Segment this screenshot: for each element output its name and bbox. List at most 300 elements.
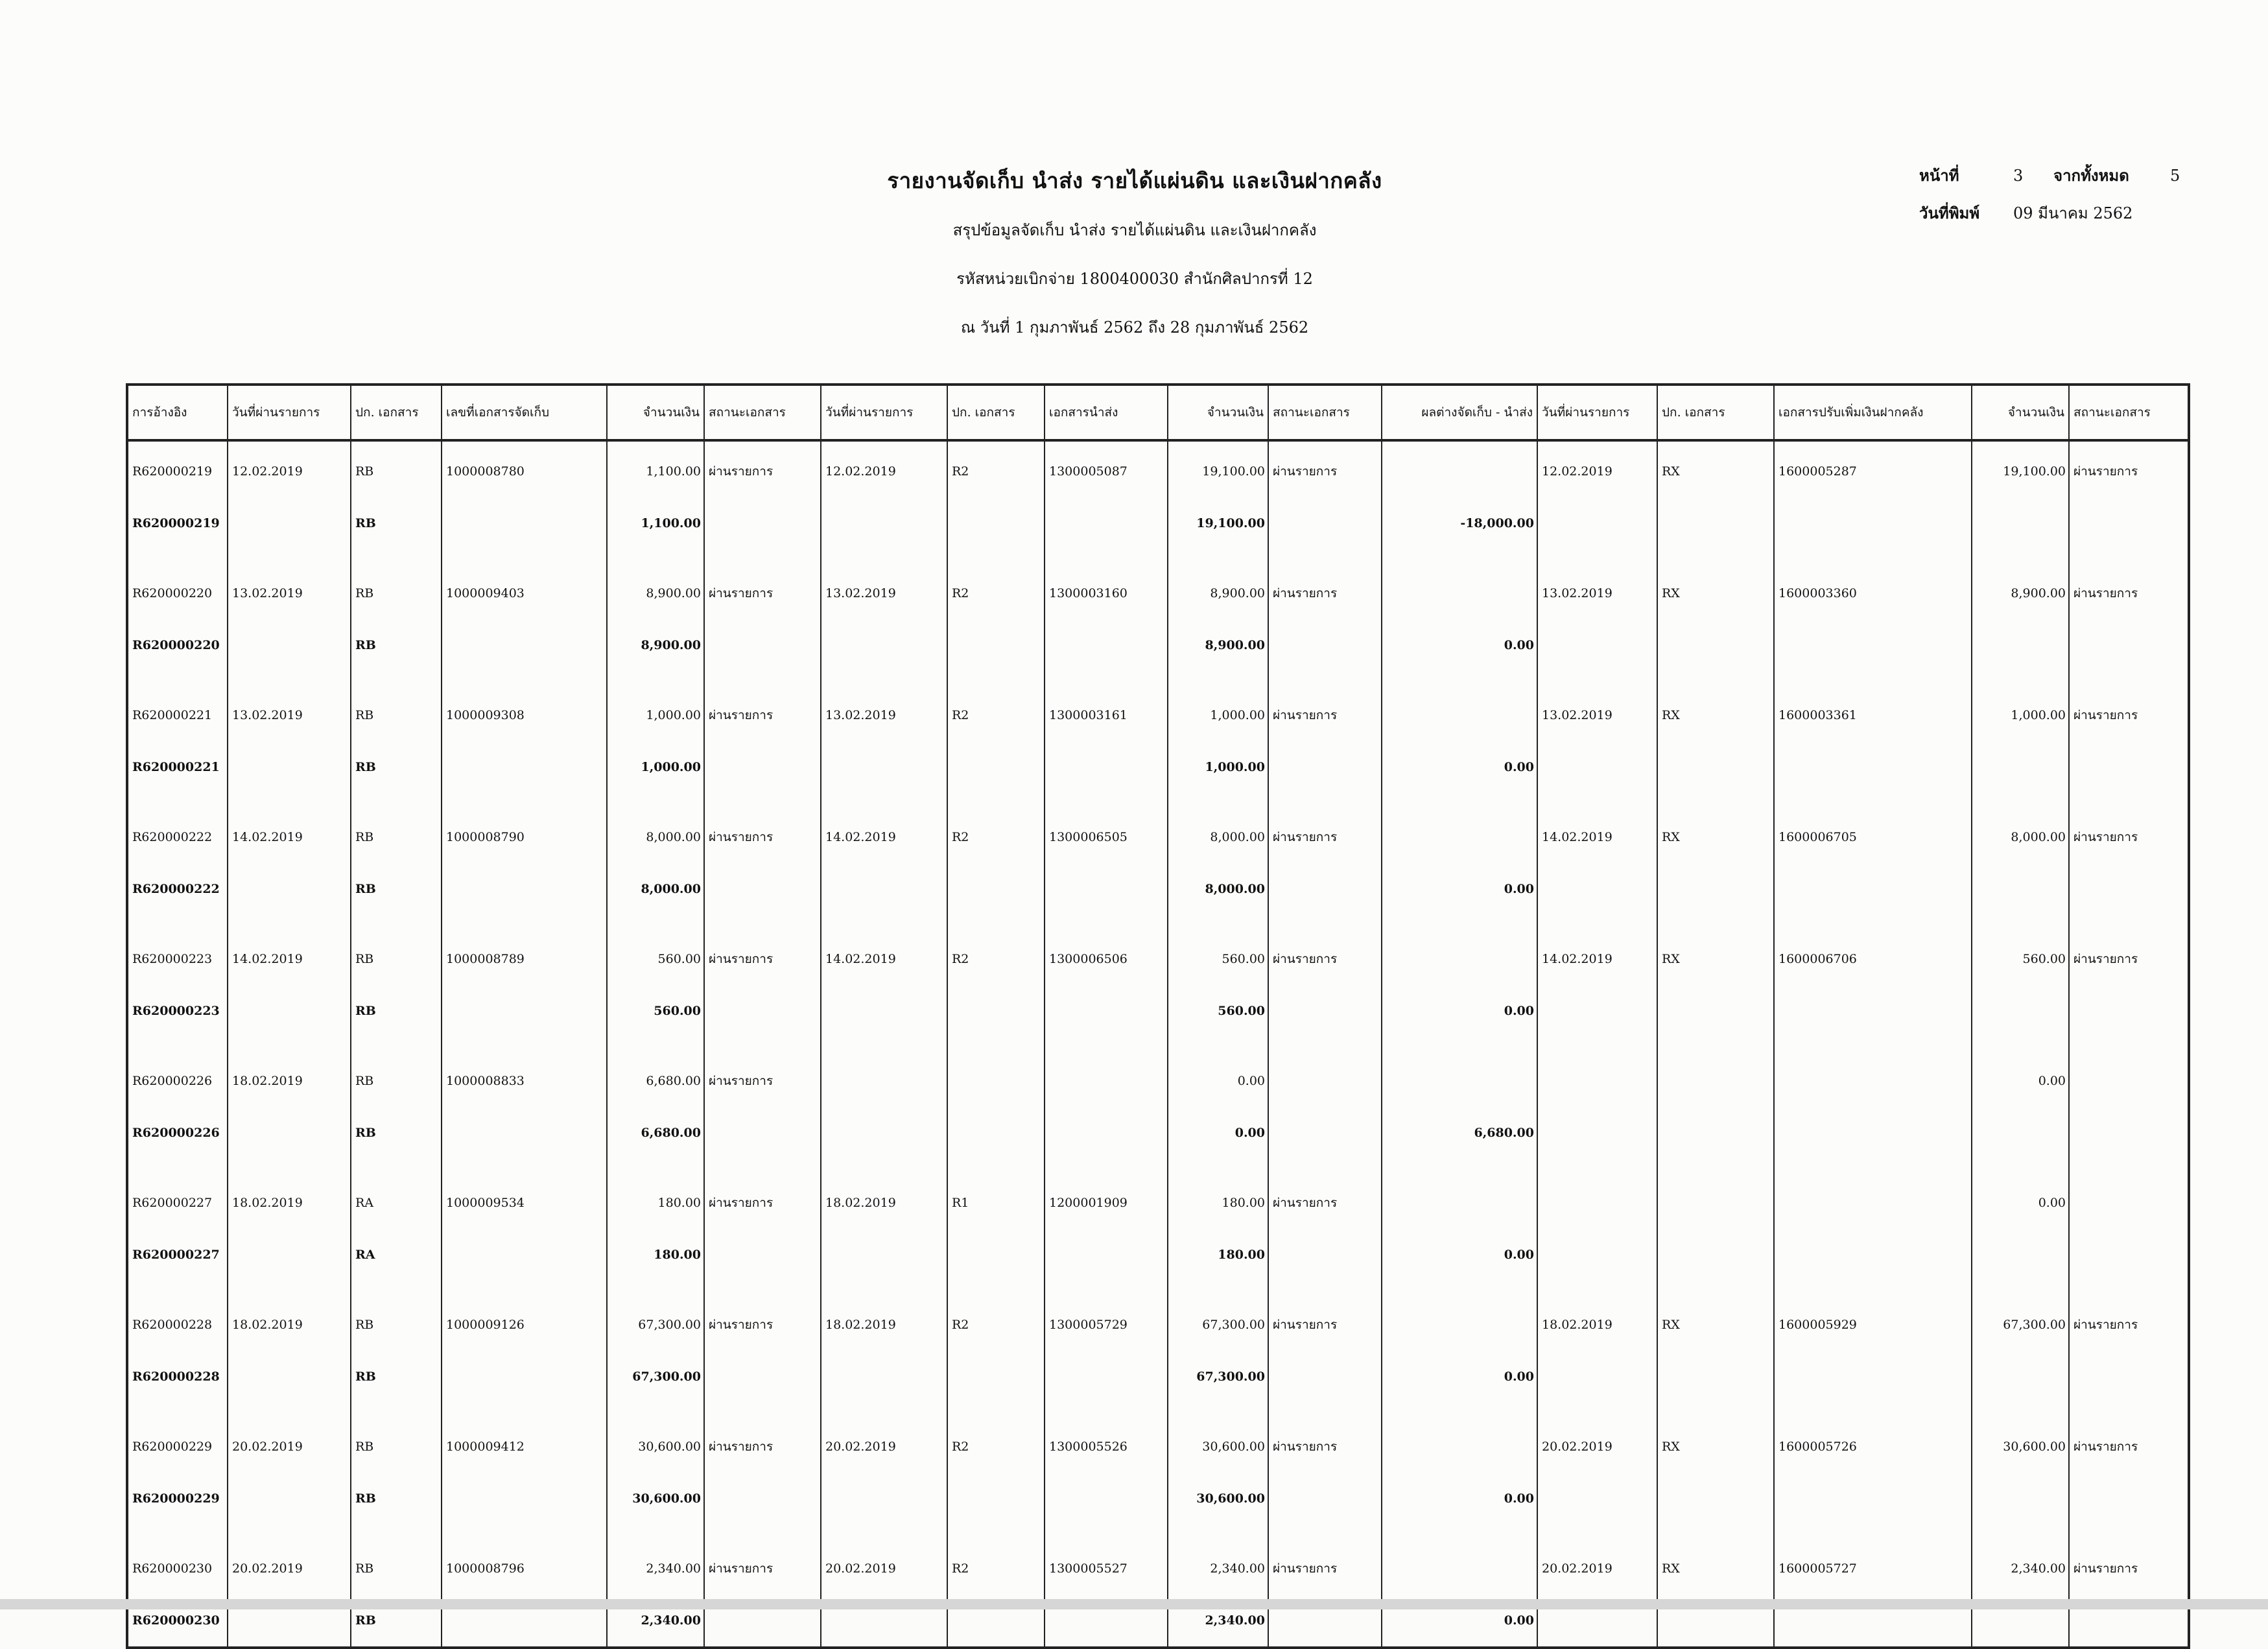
column-header: สถานะเอกสาร <box>2069 385 2189 440</box>
subtotal-row <box>127 1473 2189 1524</box>
table-cell: R2 <box>947 549 1045 619</box>
table-cell <box>1382 1403 1537 1473</box>
table-row <box>127 1281 2189 1351</box>
table-body <box>127 440 2189 1648</box>
table-cell <box>1972 1473 2069 1524</box>
table-cell: 30,600.00 <box>607 1473 704 1524</box>
table-cell <box>1972 497 2069 549</box>
table-cell: 1300005729 <box>1045 1281 1168 1351</box>
table-cell <box>821 1037 947 1107</box>
table-cell <box>1774 1229 1972 1281</box>
table-cell: 1300006505 <box>1045 793 1168 863</box>
table-cell <box>1972 863 2069 915</box>
table-cell: 8,900.00 <box>1168 619 1268 671</box>
table-cell: 13.02.2019 <box>821 671 947 741</box>
table-cell: ผ่านรายการ <box>2069 1403 2189 1473</box>
table-cell: 18.02.2019 <box>1537 1281 1657 1351</box>
table-cell: 8,900.00 <box>1972 549 2069 619</box>
table-cell <box>704 863 821 915</box>
table-cell <box>2069 619 2189 671</box>
table-cell: 180.00 <box>1168 1229 1268 1281</box>
table-cell: 560.00 <box>1168 915 1268 985</box>
table-cell: 0.00 <box>1382 1351 1537 1403</box>
table-cell <box>1657 497 1774 549</box>
table-cell: 2,340.00 <box>607 1595 704 1648</box>
column-header: การอ้างอิง <box>127 385 228 440</box>
table-cell: 14.02.2019 <box>1537 793 1657 863</box>
table-cell <box>1537 1229 1657 1281</box>
table-cell: RB <box>351 1473 442 1524</box>
table-cell: ผ่านรายการ <box>2069 671 2189 741</box>
column-header: สถานะเอกสาร <box>704 385 821 440</box>
table-cell: ผ่านรายการ <box>704 915 821 985</box>
total-pages-label: จากทั้งหมด <box>2053 166 2129 185</box>
table-cell <box>1774 619 1972 671</box>
table-cell: RB <box>351 985 442 1037</box>
table-cell: ผ่านรายการ <box>1268 1281 1382 1351</box>
table-cell <box>2069 863 2189 915</box>
table-cell: R620000222 <box>127 863 228 915</box>
table-cell: 6,680.00 <box>607 1037 704 1107</box>
table-cell: R620000220 <box>127 619 228 671</box>
table-cell <box>1268 1473 1382 1524</box>
page-number: 3 <box>2013 167 2024 185</box>
table-cell <box>1045 1107 1168 1159</box>
table-cell: RX <box>1657 1524 1774 1595</box>
subtotal-row <box>127 985 2189 1037</box>
table-cell: 1600006705 <box>1774 793 1972 863</box>
table-cell <box>1774 741 1972 793</box>
table-cell: ผ่านรายการ <box>2069 915 2189 985</box>
table-cell: RB <box>351 619 442 671</box>
table-cell: RX <box>1657 793 1774 863</box>
table-cell: R620000219 <box>127 497 228 549</box>
table-cell: 30,600.00 <box>1168 1403 1268 1473</box>
table-cell: 1300005526 <box>1045 1403 1168 1473</box>
table-cell <box>1537 985 1657 1037</box>
table-cell: 30,600.00 <box>607 1403 704 1473</box>
table-cell <box>1045 1037 1168 1107</box>
table-cell <box>442 1473 607 1524</box>
table-cell <box>704 1351 821 1403</box>
table-cell <box>2069 1159 2189 1229</box>
subtotal-row <box>127 497 2189 549</box>
table-cell <box>1774 1159 1972 1229</box>
table-cell <box>947 1037 1045 1107</box>
column-header: ผลต่างจัดเก็บ - นำส่ง <box>1382 385 1537 440</box>
table-cell: 560.00 <box>1168 985 1268 1037</box>
table-cell: RB <box>351 793 442 863</box>
table-cell: RB <box>351 549 442 619</box>
table-cell: RX <box>1657 1403 1774 1473</box>
table-cell: ผ่านรายการ <box>2069 793 2189 863</box>
table-cell: 1000009412 <box>442 1403 607 1473</box>
table-cell: RB <box>351 1403 442 1473</box>
table-cell <box>228 985 351 1037</box>
table-cell: 1600003360 <box>1774 549 1972 619</box>
table-cell <box>947 1351 1045 1403</box>
table-cell: ผ่านรายการ <box>704 793 821 863</box>
table-cell: R620000228 <box>127 1281 228 1351</box>
table-cell: 0.00 <box>1382 1595 1537 1648</box>
table-cell <box>228 1473 351 1524</box>
table-cell: ผ่านรายการ <box>1268 793 1382 863</box>
table-cell: 1200001909 <box>1045 1159 1168 1229</box>
table-cell: 1300005527 <box>1045 1524 1168 1595</box>
subtotal-row <box>127 863 2189 915</box>
table-cell: 14.02.2019 <box>228 915 351 985</box>
table-cell <box>2069 985 2189 1037</box>
table-cell <box>947 741 1045 793</box>
table-cell: RB <box>351 863 442 915</box>
table-cell: 1600006706 <box>1774 915 1972 985</box>
table-cell: 1600003361 <box>1774 671 1972 741</box>
column-header: ปก. เอกสาร <box>1657 385 1774 440</box>
table-cell: 0.00 <box>1972 1037 2069 1107</box>
table-cell <box>442 1351 607 1403</box>
column-header: จำนวนเงิน <box>607 385 704 440</box>
table-cell: 20.02.2019 <box>821 1524 947 1595</box>
table-cell: RX <box>1657 549 1774 619</box>
column-header: วันที่ผ่านรายการ <box>228 385 351 440</box>
table-cell: 1600005287 <box>1774 440 1972 497</box>
table-cell: 12.02.2019 <box>821 440 947 497</box>
table-cell <box>1972 1351 2069 1403</box>
table-cell: ผ่านรายการ <box>704 1037 821 1107</box>
table-cell <box>1268 1037 1382 1107</box>
table-cell <box>1774 985 1972 1037</box>
table-cell: 30,600.00 <box>1168 1473 1268 1524</box>
table-cell <box>1268 741 1382 793</box>
table-cell: ผ่านรายการ <box>1268 440 1382 497</box>
table-cell: 18.02.2019 <box>228 1037 351 1107</box>
table-cell <box>1268 1351 1382 1403</box>
table-cell: R620000223 <box>127 985 228 1037</box>
table-cell: 14.02.2019 <box>1537 915 1657 985</box>
page-label: หน้าที่ <box>1919 166 1959 185</box>
table-cell: 8,000.00 <box>607 863 704 915</box>
table-cell: R620000227 <box>127 1159 228 1229</box>
table-cell: RX <box>1657 671 1774 741</box>
table-cell <box>704 1473 821 1524</box>
table-cell: 20.02.2019 <box>1537 1524 1657 1595</box>
table-cell: RB <box>351 1281 442 1351</box>
table-cell <box>1268 1107 1382 1159</box>
column-header: วันที่ผ่านรายการ <box>1537 385 1657 440</box>
table-cell: 12.02.2019 <box>1537 440 1657 497</box>
table-cell: ผ่านรายการ <box>704 1524 821 1595</box>
table-cell: RX <box>1657 915 1774 985</box>
table-cell: ผ่านรายการ <box>2069 549 2189 619</box>
table-cell: ผ่านรายการ <box>704 440 821 497</box>
table-cell: 1000008796 <box>442 1524 607 1595</box>
table-cell <box>821 1473 947 1524</box>
header-row <box>127 385 2189 440</box>
table-cell <box>2069 1107 2189 1159</box>
table-cell: 1000009403 <box>442 549 607 619</box>
table-row <box>127 1159 2189 1229</box>
table-cell: 1000008780 <box>442 440 607 497</box>
table-cell: RB <box>351 915 442 985</box>
table-cell: 19,100.00 <box>1168 440 1268 497</box>
column-header: สถานะเอกสาร <box>1268 385 1382 440</box>
table-cell: R620000230 <box>127 1524 228 1595</box>
table-cell <box>2069 1473 2189 1524</box>
table-cell <box>1972 985 2069 1037</box>
table-cell <box>1045 1351 1168 1403</box>
table-cell: 1,000.00 <box>607 671 704 741</box>
table-cell: 8,900.00 <box>607 619 704 671</box>
table-cell <box>1972 741 2069 793</box>
table-cell: ผ่านรายการ <box>1268 1159 1382 1229</box>
table-cell <box>1537 1159 1657 1229</box>
table-cell: R620000221 <box>127 741 228 793</box>
report-header <box>648 156 1621 363</box>
column-header: เลขที่เอกสารจัดเก็บ <box>442 385 607 440</box>
table-cell <box>442 497 607 549</box>
table-row <box>127 549 2189 619</box>
table-cell: 14.02.2019 <box>821 915 947 985</box>
table-cell <box>821 741 947 793</box>
table-row <box>127 1524 2189 1595</box>
table-cell <box>1045 985 1168 1037</box>
report-subtitle: สรุปข้อมูลจัดเก็บ นำส่ง รายได้แผ่นดิน และเงินฝากคลัง <box>952 221 1317 239</box>
table-cell: 18.02.2019 <box>228 1159 351 1229</box>
table-cell: 1000009534 <box>442 1159 607 1229</box>
table-row <box>127 915 2189 985</box>
table-cell <box>1537 741 1657 793</box>
table-cell: ผ่านรายการ <box>2069 1524 2189 1595</box>
subtotal-row <box>127 741 2189 793</box>
table-cell: 1600005929 <box>1774 1281 1972 1351</box>
table-cell: 2,340.00 <box>607 1524 704 1595</box>
table-cell: 2,340.00 <box>1168 1524 1268 1595</box>
table-cell: 8,000.00 <box>1168 863 1268 915</box>
table-cell <box>1774 1351 1972 1403</box>
table-cell: 20.02.2019 <box>1537 1403 1657 1473</box>
table-cell <box>1382 440 1537 497</box>
table-cell <box>1382 549 1537 619</box>
table-cell: R620000219 <box>127 440 228 497</box>
table-cell: 13.02.2019 <box>1537 671 1657 741</box>
table-cell <box>1045 1229 1168 1281</box>
table-cell: 30,600.00 <box>1972 1403 2069 1473</box>
table-cell <box>704 1107 821 1159</box>
table-cell <box>1382 1159 1537 1229</box>
table-row <box>127 440 2189 497</box>
table-cell: R620000229 <box>127 1473 228 1524</box>
table-cell: 6,680.00 <box>1382 1107 1537 1159</box>
table-cell: ผ่านรายการ <box>2069 440 2189 497</box>
table-cell: R1 <box>947 1159 1045 1229</box>
table-cell: 67,300.00 <box>1972 1281 2069 1351</box>
table-cell: 18.02.2019 <box>821 1281 947 1351</box>
table-cell: 67,300.00 <box>607 1281 704 1351</box>
table-cell: 19,100.00 <box>1168 497 1268 549</box>
table-cell <box>947 1229 1045 1281</box>
table-cell: 0.00 <box>1382 1229 1537 1281</box>
table-cell: 0.00 <box>1382 619 1537 671</box>
table-header <box>127 385 2189 440</box>
table-cell <box>1657 1473 1774 1524</box>
table-cell: R2 <box>947 440 1045 497</box>
table-cell <box>1382 1037 1537 1107</box>
table-cell <box>821 1351 947 1403</box>
table-cell: ผ่านรายการ <box>1268 915 1382 985</box>
table-cell: 1300003161 <box>1045 671 1168 741</box>
table-cell: 1,000.00 <box>1168 671 1268 741</box>
table-cell: 8,000.00 <box>1972 793 2069 863</box>
table-cell: 18.02.2019 <box>821 1159 947 1229</box>
table-cell: R2 <box>947 793 1045 863</box>
table-cell: 0.00 <box>1382 863 1537 915</box>
table-cell <box>947 863 1045 915</box>
table-cell <box>1657 1229 1774 1281</box>
table-cell <box>1774 497 1972 549</box>
table-cell <box>1045 497 1168 549</box>
table-cell: ผ่านรายการ <box>704 549 821 619</box>
table-cell <box>1045 741 1168 793</box>
table-cell <box>442 1229 607 1281</box>
column-header: จำนวนเงิน <box>1168 385 1268 440</box>
column-header: ปก. เอกสาร <box>351 385 442 440</box>
table-cell <box>704 619 821 671</box>
table-cell: 8,900.00 <box>1168 549 1268 619</box>
table-cell: RB <box>351 497 442 549</box>
table-cell: 1,000.00 <box>1168 741 1268 793</box>
table-cell: R2 <box>947 671 1045 741</box>
table-cell: RX <box>1657 440 1774 497</box>
table-cell: RX <box>1657 1281 1774 1351</box>
table-cell <box>2069 497 2189 549</box>
table-cell: 20.02.2019 <box>228 1403 351 1473</box>
table-cell <box>1657 863 1774 915</box>
report-date-range: ณ วันที่ 1 กุมภาพันธ์ 2562 ถึง 28 กุมภาพันธ์ 2562 <box>960 318 1309 337</box>
column-header: ปก. เอกสาร <box>947 385 1045 440</box>
table-cell <box>1774 1107 1972 1159</box>
column-header: เอกสารนำส่ง <box>1045 385 1168 440</box>
table-cell: R620000226 <box>127 1037 228 1107</box>
table-cell <box>821 497 947 549</box>
table-cell <box>1045 619 1168 671</box>
table-cell: R620000227 <box>127 1229 228 1281</box>
table-cell <box>1972 1229 2069 1281</box>
table-cell: 20.02.2019 <box>228 1524 351 1595</box>
table-cell: 560.00 <box>607 985 704 1037</box>
column-header: วันที่ผ่านรายการ <box>821 385 947 440</box>
table-cell: ผ่านรายการ <box>1268 1403 1382 1473</box>
table-cell: R2 <box>947 915 1045 985</box>
table-cell: RB <box>351 1037 442 1107</box>
subtotal-row <box>127 1351 2189 1403</box>
table-cell <box>947 1107 1045 1159</box>
table-cell: 67,300.00 <box>607 1351 704 1403</box>
table-cell: 1000008790 <box>442 793 607 863</box>
table-cell <box>1657 1159 1774 1229</box>
table-cell <box>1268 619 1382 671</box>
table-cell: 0.00 <box>1168 1037 1268 1107</box>
table-cell <box>821 985 947 1037</box>
table-cell <box>1268 985 1382 1037</box>
table-cell <box>704 985 821 1037</box>
table-cell: 1000009126 <box>442 1281 607 1351</box>
table-cell: 1000008789 <box>442 915 607 985</box>
table-cell: 0.00 <box>1168 1107 1268 1159</box>
table-cell: 1,100.00 <box>607 440 704 497</box>
table-cell <box>821 1229 947 1281</box>
table-cell <box>1268 497 1382 549</box>
table-cell: 1,000.00 <box>607 741 704 793</box>
table-cell: 560.00 <box>607 915 704 985</box>
table-cell <box>1045 863 1168 915</box>
table-cell: R620000226 <box>127 1107 228 1159</box>
table-cell <box>1382 1524 1537 1595</box>
table-cell: 1600005727 <box>1774 1524 1972 1595</box>
scan-edge <box>0 1599 2268 1609</box>
table-cell <box>1268 1229 1382 1281</box>
table-cell: 1,100.00 <box>607 497 704 549</box>
table-cell <box>1268 863 1382 915</box>
table-cell <box>228 863 351 915</box>
table-cell <box>821 619 947 671</box>
table-cell <box>1045 1473 1168 1524</box>
table-cell: -18,000.00 <box>1382 497 1537 549</box>
table-cell: 13.02.2019 <box>821 549 947 619</box>
table-cell: 1600005726 <box>1774 1403 1972 1473</box>
table-cell <box>1657 1351 1774 1403</box>
table-cell <box>442 863 607 915</box>
table-cell: 13.02.2019 <box>228 671 351 741</box>
table-cell: ผ่านรายการ <box>704 1281 821 1351</box>
table-row <box>127 793 2189 863</box>
table-cell: 1300003160 <box>1045 549 1168 619</box>
table-cell <box>1537 619 1657 671</box>
table-cell <box>821 1107 947 1159</box>
table-cell: R2 <box>947 1524 1045 1595</box>
table-cell: 1,000.00 <box>1972 671 2069 741</box>
table-cell <box>1657 741 1774 793</box>
table-cell <box>1657 1107 1774 1159</box>
table-cell <box>1537 1107 1657 1159</box>
table-cell: R620000220 <box>127 549 228 619</box>
table-cell <box>704 741 821 793</box>
subtotal-row <box>127 1107 2189 1159</box>
table-cell: 0.00 <box>1972 1159 2069 1229</box>
table-cell: 1000008833 <box>442 1037 607 1107</box>
table-cell: ผ่านรายการ <box>704 1159 821 1229</box>
table-cell: 19,100.00 <box>1972 440 2069 497</box>
table-cell: 180.00 <box>607 1159 704 1229</box>
table-cell: RB <box>351 741 442 793</box>
table-cell <box>947 497 1045 549</box>
table-cell: 14.02.2019 <box>821 793 947 863</box>
table-cell: 13.02.2019 <box>228 549 351 619</box>
page-meta <box>1919 157 2196 232</box>
subtotal-row <box>127 1229 2189 1281</box>
table-cell: 180.00 <box>1168 1159 1268 1229</box>
table-cell <box>1657 985 1774 1037</box>
table-cell: RB <box>351 440 442 497</box>
table-cell <box>2069 741 2189 793</box>
table-cell: 13.02.2019 <box>1537 549 1657 619</box>
table-cell <box>1774 863 1972 915</box>
report-title: รายงานจัดเก็บ นำส่ง รายได้แผ่นดิน และเงินฝากคลัง <box>887 168 1382 193</box>
table-cell <box>2069 1037 2189 1107</box>
table-cell: RB <box>351 1107 442 1159</box>
table-cell <box>2069 1229 2189 1281</box>
column-header: จำนวนเงิน <box>1972 385 2069 440</box>
table-cell: 180.00 <box>607 1229 704 1281</box>
